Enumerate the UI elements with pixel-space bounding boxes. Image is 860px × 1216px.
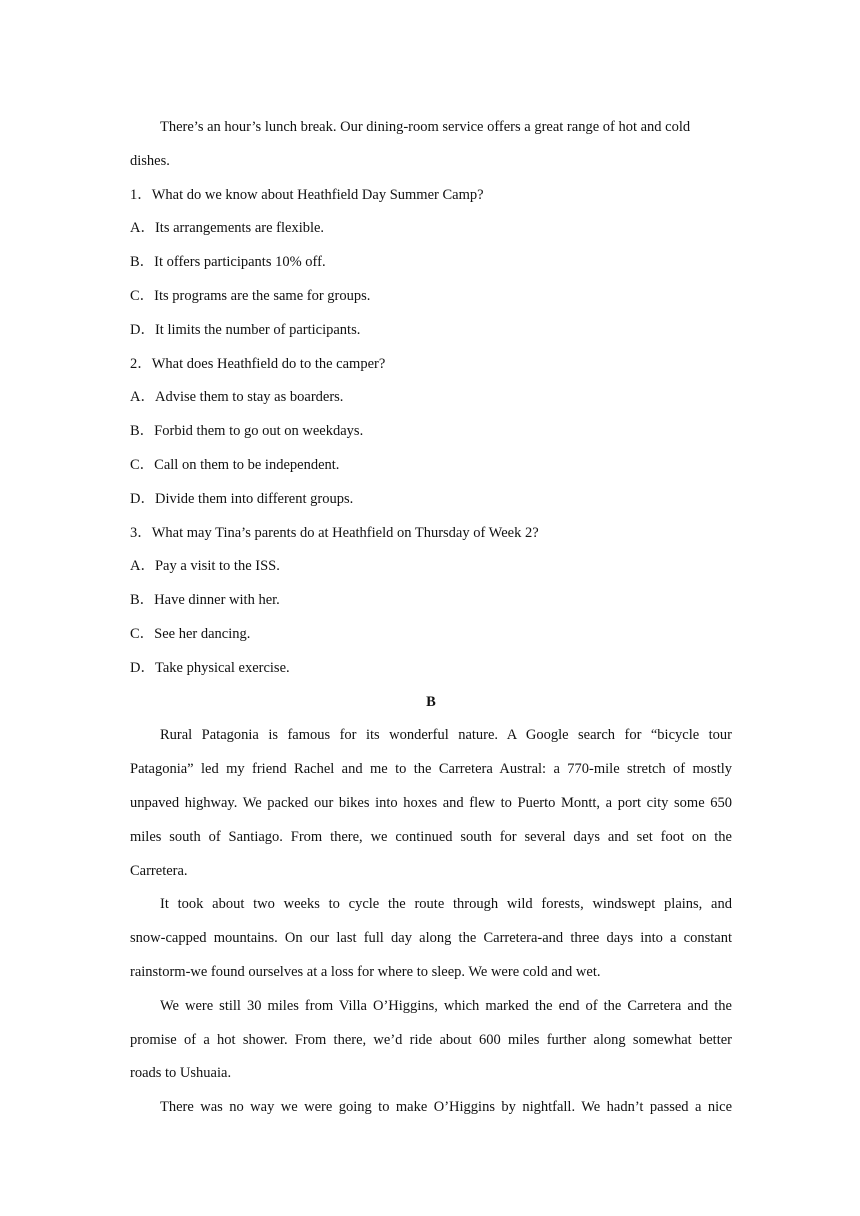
passage-a-line: There’s an hour’s lunch break. Our dining-room service offers a great range of hot and cold [160,119,691,135]
paragraph-line: Patagonia” led my friend Rachel and me to the Carretera Austral: a 770-mile stretch of mostly [130,761,732,778]
paragraph-line: snow-capped mountains. On our last full day along the Carretera-and three days into a constant [130,930,732,947]
paragraph [130,990,732,1091]
paragraph [130,1091,732,1125]
answer-option: D．Take physical exercise. [130,659,290,676]
answer-option: A．Advise them to stay as boarders. [130,389,344,406]
answer-option: D．Divide them into different groups. [130,490,354,507]
paragraph-line: There was no way we were going to make O’Higgins by nightfall. We hadn’t passed a nice [160,1099,732,1116]
paragraph [130,719,732,888]
paragraph-line: promise of a hot shower. From there, we’d ride about 600 miles further along somewhat better [130,1031,732,1048]
answer-option: C．See her dancing. [130,625,251,642]
document-page [130,111,732,1125]
answer-option: A．Its arrangements are flexible. [130,220,325,237]
paragraph [130,888,732,989]
passage-a-line: dishes. [130,152,170,169]
paragraph-line: It took about two weeks to cycle the route through wild forests, windswept plains, and [160,896,732,913]
paragraph-line: Rural Patagonia is famous for its wonderful nature. A Google search for “bicycle tour [160,727,732,744]
answer-option: B．Forbid them to go out on weekdays. [130,423,364,440]
paragraph-line: rainstorm-we found ourselves at a loss for where to sleep. We were cold and wet. [130,963,601,980]
question-stem: 1．What do we know about Heathfield Day Summer Camp? [130,186,484,203]
answer-option: C．Its programs are the same for groups. [130,287,371,304]
paragraph-line: We were still 30 miles from Villa O’Higgins, which marked the end of the Carretera and the [160,997,732,1014]
section-heading: B [426,693,436,710]
answer-option: A．Pay a visit to the ISS. [130,558,280,575]
question-stem: 3．What may Tina’s parents do at Heathfield on Thursday of Week 2? [130,524,539,541]
paragraph-line: roads to Ushuaia. [130,1065,232,1082]
answer-option: B．Have dinner with her. [130,592,280,609]
paragraph-line: Carretera. [130,862,188,879]
paragraph-line: miles south of Santiago. From there, we continued south for several days and set foot on the [130,828,732,845]
answer-option: B．It offers participants 10% off. [130,254,326,271]
answer-option: D．It limits the number of participants. [130,321,361,338]
question-stem: 2．What does Heathfield do to the camper? [130,355,386,372]
answer-option: C．Call on them to be independent. [130,456,340,473]
paragraph-line: unpaved highway. We packed our bikes into hoxes and flew to Puerto Montt, a port city some 650 [130,794,732,811]
